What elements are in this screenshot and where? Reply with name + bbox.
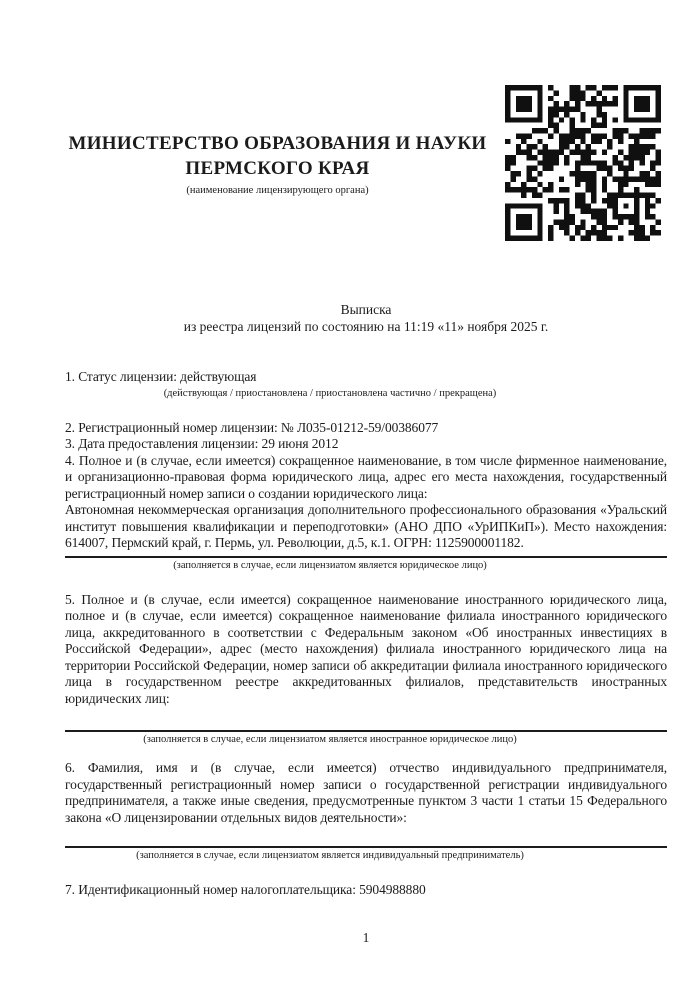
qr-code (505, 85, 661, 241)
document-title: Выписка (340, 302, 392, 317)
field-taxpayer-number: 7. Идентификационный номер налогоплательщика: 5904988880 (65, 882, 426, 897)
document-subtitle: из реестра лицензий по состоянию на 11:19 «11» ноября 2025 г. (183, 318, 549, 334)
field-individual-entrepreneur-label: 6. Фамилия, имя и (в случае, если имеется) отчество индивидуального предпринимателя, государственный регистрационный номер записи о государственной регистрации индивидуального предпринимателя, а также иные сведения, предусмотренные пунктом 3 части 1 статьи 15 Федерального закона «О лицензировании отдельных видов деятельности»: (65, 760, 667, 825)
page-number: 1 (362, 930, 370, 945)
field-individual-entrepreneur (65, 760, 667, 862)
field-license-status-caption: (действующая / приостановлена / приостановлена частично / прекращена) (163, 387, 497, 399)
field-license-status: 1. Статус лицензии: действующая (65, 369, 257, 384)
ministry-caption: (наименование лицензирующего органа) (186, 185, 369, 196)
field-individual-entrepreneur-caption: (заполняется в случае, если лицензиатом является индивидуальный предприниматель) (136, 850, 524, 861)
underline-rule (65, 730, 667, 732)
field-foreign-entity (65, 592, 667, 747)
field-legal-entity (65, 453, 667, 572)
field-foreign-entity-label: 5. Полное и (в случае, если имеется) сокращенное наименование иностранного юридического лица, полное и (в случае, если имеется) сокращенное наименование филиала иностранного юридического лица, аккредитованного в соответствии с Федеральным законом «Об иностранных инвестициях в Российской Федерации», адрес (место нахождения) филиала иностранного юридического лица на территории Российской Федерации, номер записи об аккредитации филиала иностранного юридического лица в государственном реестре аккредитованных филиалов, представительств иностранных юридических лиц: (65, 591, 667, 706)
ministry-title-line2: ПЕРМСКОГО КРАЯ (185, 158, 370, 179)
underline-rule (65, 556, 667, 558)
field-license-date: 3. Дата предоставления лицензии: 29 июня 2012 (65, 436, 339, 451)
document-title-block (65, 302, 667, 335)
field-legal-entity-caption: (заполняется в случае, если лицензиатом является юридическое лицо) (173, 559, 487, 571)
field-legal-entity-value: Автономная некоммерческая организация дополнительного профессионального образования «Уральский институт повышения квалификации и переподготовки» (АНО ДПО «УрИПКиП»). Место нахождения: 614007, Пермский край, г. Пермь, ул. Революции, д.5, к.1. ОГРН: 1125900001182. (65, 502, 667, 550)
field-foreign-entity-caption: (заполняется в случае, если лицензиатом является иностранное юридическое лицо) (143, 734, 517, 745)
field-legal-entity-label: 4. Полное и (в случае, если имеется) сокращенное наименование, в том числе фирменное наименование, и организационно-правовая форма юридического лица, адрес его места нахождения, государственный регистрационный номер записи о создании юридического лица: (65, 452, 667, 501)
field-registration-number: 2. Регистрационный номер лицензии: № Л035-01212-59/00386077 (65, 419, 439, 435)
ministry-title-line1: МИНИСТЕРСТВО ОБРАЗОВАНИЯ И НАУКИ (68, 133, 487, 154)
document-body (65, 302, 667, 899)
underline-rule (65, 846, 667, 848)
ministry-title (65, 131, 490, 181)
